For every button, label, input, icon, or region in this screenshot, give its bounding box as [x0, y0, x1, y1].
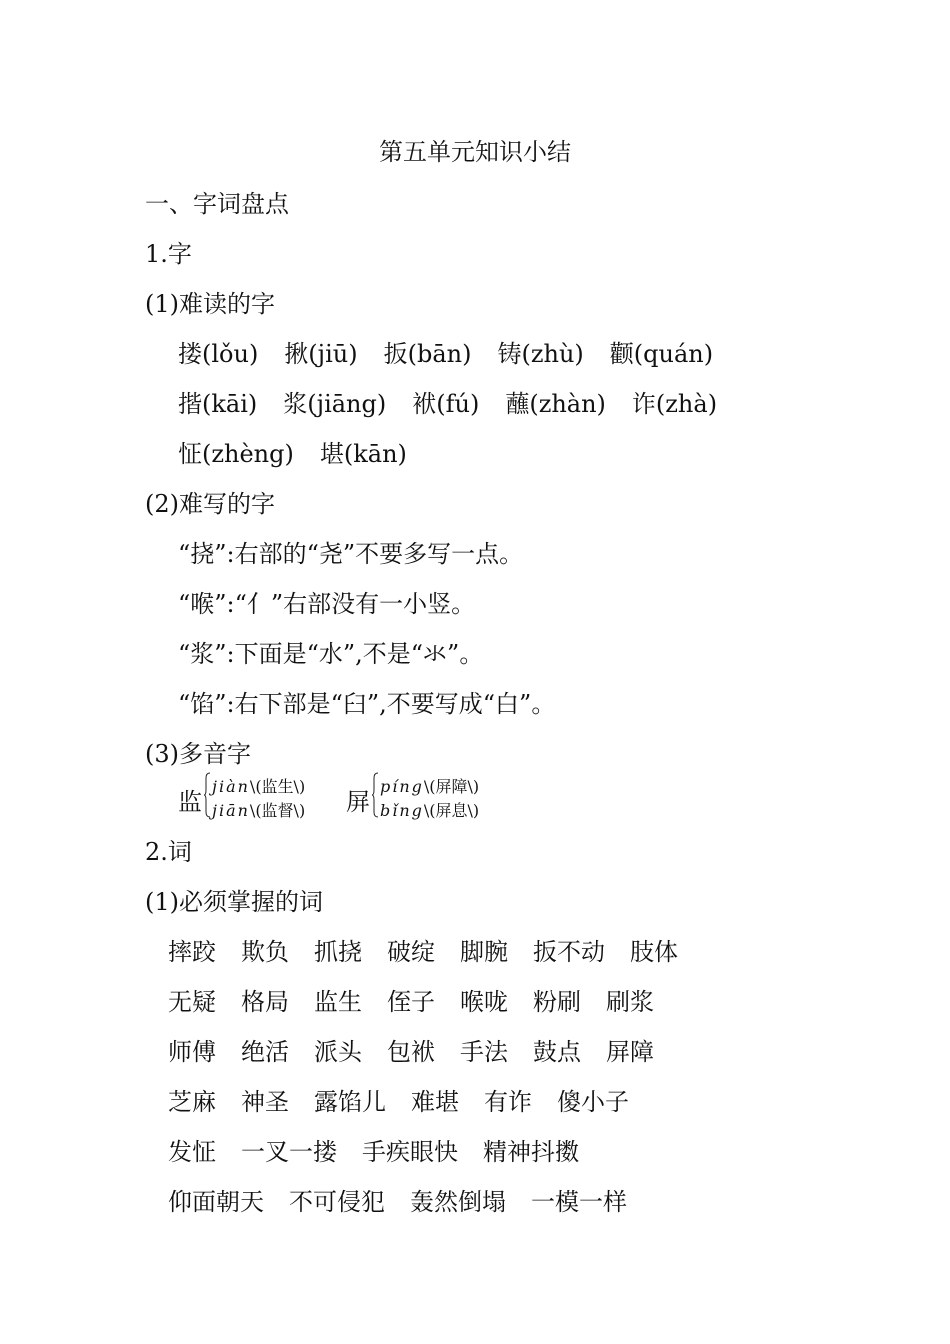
word-row: [168, 1032, 679, 1067]
part-heading-words: 2.词: [145, 838, 192, 866]
left-brace-icon: [372, 772, 379, 818]
word-item: 扳不动: [533, 938, 605, 966]
reading-item: 铸(zhù): [497, 340, 584, 368]
polyphone-char: 屏: [346, 788, 370, 816]
reading-row: [178, 334, 739, 369]
word-item: 侄子: [387, 988, 435, 1016]
page-title: 第五单元知识小结: [379, 138, 571, 166]
polyphone-reading: píng\(屏障\): [380, 777, 480, 796]
reading-item: 蘸(zhàn): [505, 390, 606, 418]
word-item: 不可侵犯: [289, 1188, 385, 1216]
reading-row: [178, 384, 743, 419]
word-item: 师傅: [168, 1038, 216, 1066]
word-item: 鼓点: [533, 1038, 581, 1066]
word-item: 轰然倒塌: [410, 1188, 506, 1216]
reading-item: 搂(lǒu): [178, 340, 259, 368]
word-item: 芝麻: [168, 1088, 216, 1116]
word-item: 手法: [460, 1038, 508, 1066]
polyphone-group: [346, 772, 496, 822]
word-item: 刷浆: [606, 988, 654, 1016]
word-item: 粉刷: [533, 988, 581, 1016]
hard-to-write-note: “挠”:右部的“尧”不要多写一点。: [178, 540, 524, 568]
part-heading-characters: 1.字: [145, 240, 192, 268]
word-row: [168, 932, 703, 967]
word-item: 发怔: [168, 1138, 216, 1166]
word-item: 监生: [314, 988, 362, 1016]
word-item: 一叉一搂: [241, 1138, 337, 1166]
reading-item: 堪(kān): [319, 440, 407, 468]
word-item: 难堪: [411, 1088, 459, 1116]
reading-item: 浆(jiāng): [283, 390, 387, 418]
polyphone-group: [178, 772, 328, 822]
polyphone-reading: jiàn\(监生\): [212, 777, 306, 796]
word-item: 喉咙: [460, 988, 508, 1016]
word-item: 露馅儿: [314, 1088, 386, 1116]
word-item: 肢体: [630, 938, 678, 966]
reading-item: 颧(quán): [609, 340, 714, 368]
word-item: 脚腕: [460, 938, 508, 966]
polyphone-reading: jiān\(监督\): [212, 801, 306, 820]
word-item: 仰面朝天: [168, 1188, 264, 1216]
reading-item: 揪(jiū): [284, 340, 358, 368]
reading-item: 袱(fú): [412, 390, 480, 418]
reading-item: 揩(kāi): [178, 390, 258, 418]
reading-item: 怔(zhèng): [178, 440, 294, 468]
reading-row: [178, 434, 433, 469]
polyphone-char: 监: [178, 788, 202, 816]
subheading-hard-to-write: (2)难写的字: [145, 490, 275, 518]
reading-item: 诈(zhà): [631, 390, 718, 418]
word-item: 屏障: [606, 1038, 654, 1066]
word-item: 抓挠: [314, 938, 362, 966]
word-item: 包袱: [387, 1038, 435, 1066]
polyphone-reading: bǐng\(屏息\): [380, 801, 480, 820]
reading-item: 扳(bān): [383, 340, 472, 368]
word-row: [168, 1182, 652, 1217]
word-item: 傻小子: [557, 1088, 629, 1116]
word-item: 有诈: [484, 1088, 532, 1116]
word-item: 摔跤: [168, 938, 216, 966]
hard-to-write-note: “馅”:右下部是“臼”,不要写成“白”。: [178, 690, 556, 718]
word-item: 一模一样: [531, 1188, 627, 1216]
word-row: [168, 1132, 604, 1167]
word-item: 派头: [314, 1038, 362, 1066]
subheading-required-words: (1)必须掌握的词: [145, 888, 323, 916]
word-item: 绝活: [241, 1038, 289, 1066]
hard-to-write-note: “浆”:下面是“水”,不是“氺”。: [178, 640, 484, 668]
word-item: 无疑: [168, 988, 216, 1016]
word-item: 神圣: [241, 1088, 289, 1116]
word-item: 手疾眼快: [362, 1138, 458, 1166]
hard-to-write-note: “喉”:“亻”右部没有一小竖。: [178, 590, 476, 618]
word-item: 精神抖擞: [483, 1138, 579, 1166]
word-row: [168, 982, 679, 1017]
left-brace-icon: [204, 772, 211, 818]
subheading-polyphones: (3)多音字: [145, 740, 251, 768]
word-row: [168, 1082, 654, 1117]
word-item: 格局: [241, 988, 289, 1016]
section-heading: 一、字词盘点: [145, 190, 289, 218]
word-item: 欺负: [241, 938, 289, 966]
word-item: 破绽: [387, 938, 435, 966]
subheading-hard-to-read: (1)难读的字: [145, 290, 275, 318]
